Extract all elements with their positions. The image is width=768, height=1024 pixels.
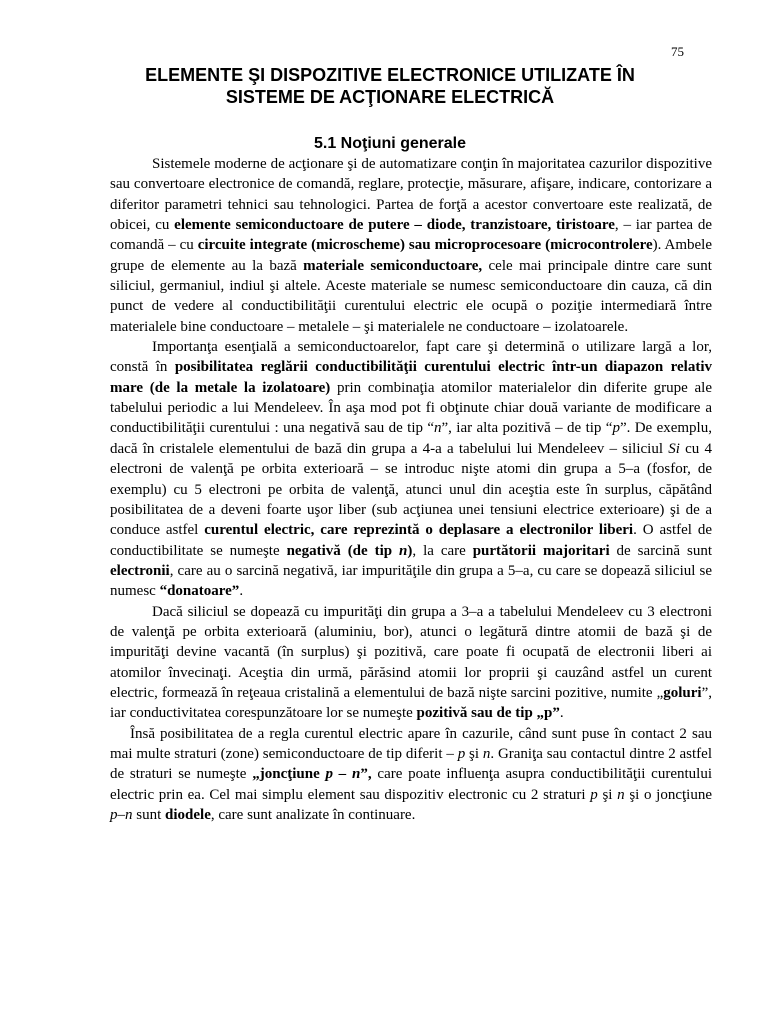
text-run: Sistemele moderne de acţionare şi de automatizare conţin în majoritatea cazurilor dispozitive sau convertoare electronice de comandă, reglare, protecţie, măsurare, afişare, indicare, contorizare a diferitor parametri tehnici sau tehnologici. Partea de forţă a acestor convertoare este realizată, de obicei, cu [110, 156, 712, 234]
chapter-title [110, 64, 670, 108]
section-heading: 5.1 Noţiuni generale [313, 135, 467, 152]
text-run: şi [597, 786, 618, 803]
bold-run: posibilitatea reglării conductibilităţii curentului electric într-un diapazon relativ mare (de la metale la izolatoare) [110, 359, 712, 396]
text-run: ”, iar conductivitatea corespunzătoare lor se numeşte [110, 684, 712, 722]
body-text [110, 154, 712, 825]
italic-run: n [434, 420, 442, 437]
paragraph-3 [110, 602, 712, 724]
chapter-title-line-1: ELEMENTE ŞI DISPOZITIVE ELECTRONICE UTILIZATE ÎN [145, 65, 635, 85]
italic-run: p [457, 745, 466, 762]
text-run: Importanţa esenţială a semiconductoarelor, fapt care şi determină o utilizare largă a lor, constă în [110, 339, 712, 376]
text-run: . O astfel de conductibilitate se numeşte [110, 522, 712, 559]
text-run: cu 4 electroni de valenţă pe orbita exterioară – se introduc nişte atomi din grupa a 5–a (fosfor, de exemplu) cu 5 electroni pe orbita de valenţă, atunci unul din aceştia este în surplus, căpătând posibilitatea de a deveni foarte uşor liber (sub acţiunea unei tensiuni electrice exterioare) şi de a conduce astfel [110, 440, 712, 539]
text-run: prin combinaţia atomilor materialelor din diferite grupe ale tabelului periodic a lui Mendeleev. În aşa mod pot fi obţinute chiar două variante de modificare a conductibilităţii curentului : una negativă sau de tip “ [110, 379, 713, 437]
text-run: care poate influenţa asupra conductibilităţii curentului electric prin ea. Cel mai simplu element sau dispozitiv electronic cu 2 straturi [110, 766, 712, 803]
bold-run: pozitivă sau de tip „p” [416, 705, 560, 722]
italic-run: n [399, 542, 408, 559]
bold-run: (de tip [347, 542, 400, 559]
italic-run: n [617, 786, 625, 803]
text-run: Dacă siliciul se dopează cu impurităţi din grupa a 3–a a tabelului Mendeleev cu 3 electroni de valenţă pe orbita exterioară (aluminiu, bor), atunci o legătură dintre atomii de bază şi de impurităţi devine vacantă (în surplus) şi pozitivă, care poate fi ocupată de electronii liberi ai atomilor învecinaţi. Aceştia din urmă, părăsind atomii lor proprii şi cauzând astfel un curent electric, formează în reţeaua cristalină a elementului de bază nişte sarcini pozitive, numite „ [110, 603, 712, 701]
text-run: Însă posibilitatea de a regla curentul electric apare în cazurile, când sunt puse în contact 2 sau mai multe straturi (zone) semiconductoare de tip diferit – [110, 725, 712, 762]
chapter-title-line-2: SISTEME DE ACŢIONARE ELECTRICĂ [225, 87, 555, 107]
text-run: . [239, 583, 244, 600]
paragraph-2 [110, 337, 712, 601]
italic-run: p – n [325, 766, 361, 783]
text-run: , care sunt analizate în continuare. [210, 807, 416, 823]
bold-run: purtătorii majoritari [472, 542, 610, 559]
text-run: , care au o sarcină negativă, iar impurităţile din grupa a 5–a, cu care se dopează siliciul se numesc [110, 562, 712, 600]
text-run: şi [465, 745, 483, 762]
text-run: sunt [132, 807, 166, 823]
bold-run: materiale semiconductoare, [303, 257, 483, 274]
bold-run: circuite integrate (microscheme) sau microprocesoare (microcontrolere [197, 237, 653, 254]
paragraph-1 [110, 154, 712, 337]
bold-run: ”, [360, 766, 372, 783]
text-run: ”. De exemplu, dacă în cristalele elementului de bază din grupa a 4-a a tabelului lui Mendeleev – siliciul [110, 420, 712, 457]
italic-run: Si [668, 440, 680, 457]
italic-run: n [482, 745, 491, 762]
bold-run: diodele [165, 807, 211, 823]
text-run: ). Ambele grupe de elemente au la bază [110, 237, 712, 274]
text-run: . [559, 705, 564, 722]
text-run: , – iar partea de comandă – cu [110, 217, 712, 254]
bold-run: „joncţiune [252, 766, 326, 783]
bold-italic-run [326, 766, 361, 782]
bold-run: elemente semiconductoare de putere – diode, tranzistoare, tiristoare [174, 217, 615, 234]
bold-run: curentul electric, care reprezintă o deplasare a electronilor liberi [204, 522, 634, 539]
bold-run: “donatoare” [159, 583, 240, 600]
text-run [341, 543, 348, 559]
bold-run: ) [407, 542, 413, 559]
text-run: cele mai principale dintre care sunt siliciul, germaniul, indiul şi altele. Aceste materiale se numesc semiconductoare din cauza, că din punct de vedere al conductibilităţii curentului electric ele ocupă o poziţie intermediară între materialele bine conductoare – metalele – şi materialele ne conductoare – izolatoarele. [110, 257, 712, 335]
text-run: , la care [412, 542, 473, 559]
text-run: . Graniţa sau contactul dintre 2 astfel de straturi se numeşte [110, 745, 713, 783]
italic-run: p [590, 786, 598, 803]
italic-run: p [612, 420, 620, 437]
page-number: 75 [671, 44, 684, 59]
bold-run: goluri [663, 684, 702, 701]
italic-run: p–n [110, 807, 133, 823]
text-run: ”, iar alta pozitivă – de tip “ [441, 420, 613, 437]
paragraph-4 [110, 724, 712, 826]
bold-run: electronii [110, 562, 170, 579]
text-run: de sarcină sunt [609, 542, 713, 559]
bold-run: negativă [286, 542, 341, 559]
text-run: şi o joncţiune [624, 786, 712, 803]
